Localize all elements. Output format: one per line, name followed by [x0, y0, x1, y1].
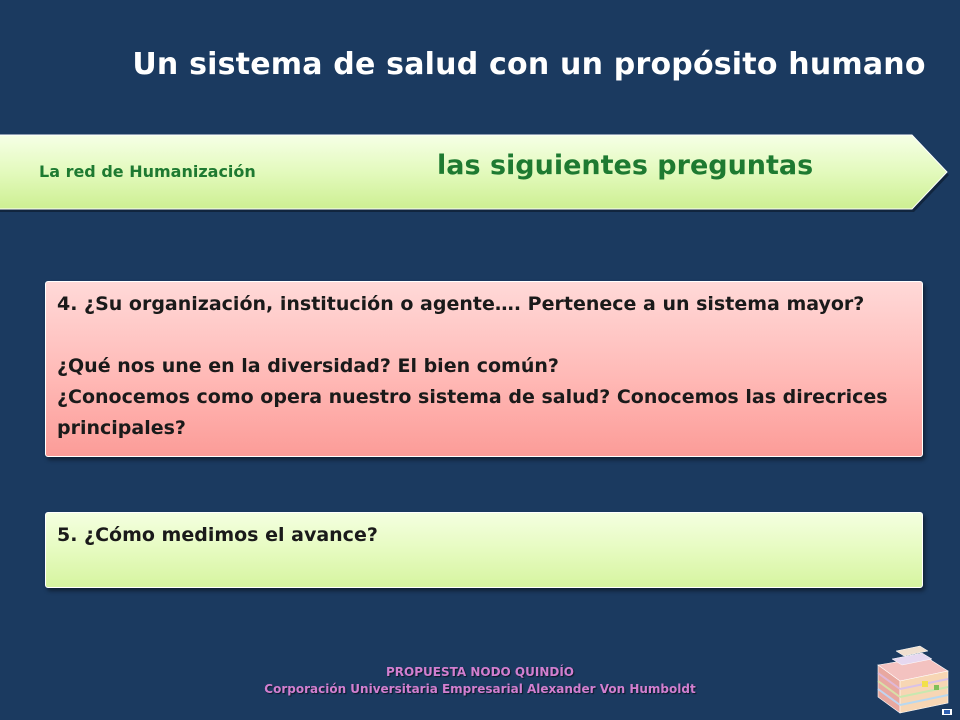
question-5-text: 5. ¿Cómo medimos el avance?: [57, 524, 378, 546]
banner-label: La red de Humanización: [39, 162, 256, 181]
question-diversity-text: ¿Qué nos une en la diversidad? El bien común?: [57, 355, 559, 377]
question-health-system-text: ¿Conocemos como opera nuestro sistema de salud? Conocemos las direcrices principales?: [57, 386, 888, 439]
stacked-layers-icon: [872, 637, 956, 717]
question-box-4: [45, 281, 923, 457]
slide-title: Un sistema de salud con un propósito humano: [132, 47, 926, 82]
footer-institution: Corporación Universitaria Empresarial Alexander Von Humboldt: [264, 682, 696, 696]
banner-heading: las siguientes preguntas: [437, 150, 814, 181]
question-4-text: 4. ¿Su organización, institución o agente…. Pertenece a un sistema mayor?: [57, 293, 865, 315]
footer-proposal: PROPUESTA NODO QUINDÍO: [386, 665, 574, 679]
question-box-5: [45, 512, 923, 588]
footer: [0, 664, 960, 698]
